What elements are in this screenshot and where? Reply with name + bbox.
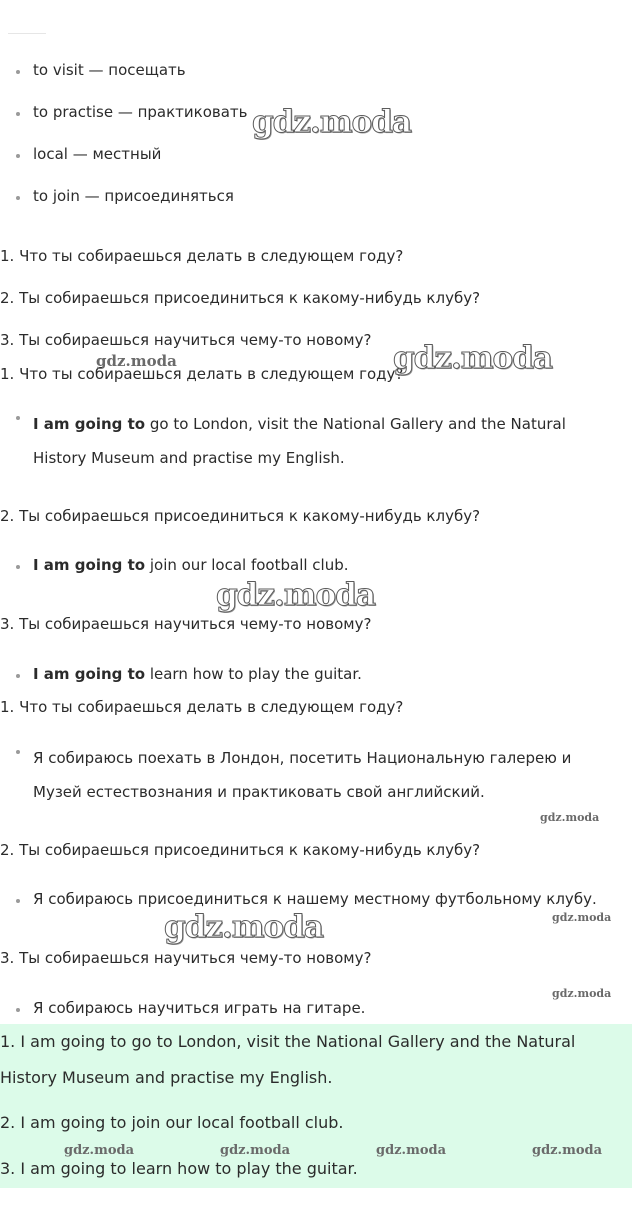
- summary-item: 1. I am going to go to London, visit the National Gallery and the Natural History Museum and practise my English.: [0, 1032, 576, 1087]
- answer-lead: I am going to: [33, 556, 146, 574]
- vocab-item: local — местный: [33, 145, 162, 163]
- vocab-item: to join — присоединяться: [33, 187, 234, 205]
- answer-question: 3. Ты собираешься научиться чему-то новому?: [0, 949, 372, 967]
- watermark: gdz.moda: [552, 987, 612, 1000]
- answer-question: 2. Ты собираешься присоединиться к какому-нибудь клубу?: [0, 841, 481, 859]
- watermark: gdz.moda: [220, 1143, 291, 1158]
- answer-question: 1. Что ты собираешься делать в следующем году?: [0, 698, 404, 716]
- answer-en-item: [33, 407, 623, 475]
- answer-rest: learn how to play the guitar.: [145, 665, 362, 683]
- answer-lead: I am going to: [33, 415, 146, 433]
- watermark: gdz.moda: [532, 1143, 603, 1158]
- watermark: gdz.moda: [552, 911, 612, 924]
- summary-item: 2. I am going to join our local football club.: [0, 1113, 344, 1132]
- question: 1. Что ты собираешься делать в следующем году?: [0, 247, 404, 265]
- answer-rest: go to London, visit the National Gallery and the Natural History Museum and practise my English.: [33, 415, 566, 467]
- watermark: gdz.moda: [216, 577, 375, 613]
- watermark: gdz.moda: [376, 1143, 447, 1158]
- summary-item: 3. I am going to learn how to play the guitar.: [0, 1159, 358, 1178]
- answer-question: 2. Ты собираешься присоединиться к какому-нибудь клубу?: [0, 507, 481, 525]
- answer-question: 3. Ты собираешься научиться чему-то новому?: [0, 615, 372, 633]
- summary-box: [0, 1024, 632, 1188]
- watermark: gdz.moda: [252, 104, 411, 140]
- answer-en-item: [33, 665, 362, 683]
- watermark: gdz.moda: [164, 909, 323, 945]
- watermark: gdz.moda: [393, 340, 552, 376]
- vocab-item: to visit — посещать: [33, 61, 186, 79]
- question: 3. Ты собираешься научиться чему-то новому?: [0, 331, 372, 349]
- watermark: gdz.moda: [96, 352, 177, 370]
- answer-rest: join our local football club.: [145, 556, 349, 574]
- top-divider: [8, 33, 46, 34]
- answer-ru-item: Я собираюсь научиться играть на гитаре.: [33, 999, 366, 1017]
- question: 2. Ты собираешься присоединиться к какому-нибудь клубу?: [0, 289, 481, 307]
- answer-question: 1. Что ты собираешься делать в следующем году?: [0, 365, 404, 383]
- watermark: gdz.moda: [64, 1143, 135, 1158]
- watermark: gdz.moda: [540, 811, 600, 824]
- answer-ru-item: Я собираюсь поехать в Лондон, посетить Национальную галерею и Музей естествознания и практиковать свой английский.: [33, 741, 623, 809]
- answer-ru-item: Я собираюсь присоединиться к нашему местному футбольному клубу.: [33, 890, 597, 908]
- answer-en-item: [33, 556, 349, 574]
- vocab-item: to practise — практиковать: [33, 103, 248, 121]
- answer-lead: I am going to: [33, 665, 146, 683]
